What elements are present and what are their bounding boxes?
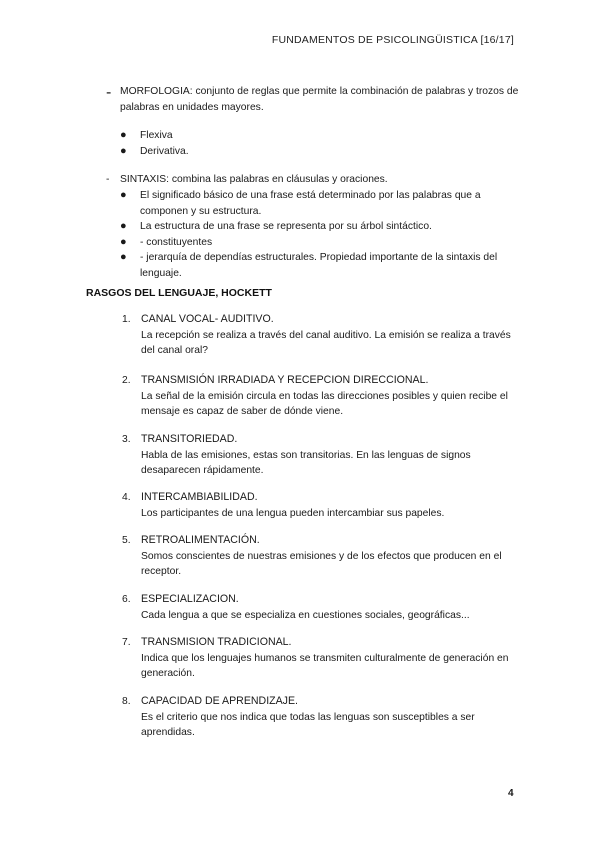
rasgo-item: [122, 592, 522, 623]
rasgo-title: INTERCAMBIABILIDAD.: [141, 491, 258, 503]
morfologia-bullets: [120, 128, 520, 159]
page-header: FUNDAMENTOS DE PSICOLINGÜISTICA [16/17]: [271, 34, 514, 46]
list-item: ● Derivativa.: [120, 144, 520, 160]
item-number: 7.: [122, 637, 131, 648]
item-number: 6.: [122, 594, 131, 605]
rasgo-item: [122, 312, 522, 359]
rasgo-title: TRANSMISIÓN IRRADIADA Y RECEPCION DIRECCIONAL.: [141, 374, 429, 386]
rasgo-item: [122, 694, 522, 741]
item-number: 8.: [122, 696, 131, 707]
rasgo-item: [122, 635, 522, 682]
dash-marker: -: [106, 174, 110, 185]
rasgo-item: [122, 432, 522, 479]
bullet-icon: ●: [120, 220, 127, 232]
bullet-icon: ●: [120, 144, 127, 157]
sintaxis-bullets: [120, 188, 512, 281]
sintaxis-text: SINTAXIS: combina las palabras en cláusulas y oraciones.: [120, 174, 388, 185]
bullet-icon: ●: [120, 235, 127, 248]
rasgo-title: CAPACIDAD DE APRENDIZAJE.: [141, 695, 298, 707]
rasgo-description: Los participantes de una lengua pueden intercambiar sus papeles.: [141, 507, 445, 519]
morfologia-item: [106, 84, 526, 115]
rasgo-description: Cada lengua a que se especializa en cuestiones sociales, geográficas...: [141, 609, 470, 621]
bullet-icon: ●: [120, 251, 127, 263]
rasgo-title: CANAL VOCAL- AUDITIVO.: [141, 313, 274, 325]
rasgo-title: ESPECIALIZACION.: [141, 593, 239, 605]
list-item: ● - constituyentes: [120, 235, 512, 251]
rasgo-item: [122, 490, 522, 521]
rasgo-title: RETROALIMENTACIÓN.: [141, 534, 260, 546]
rasgo-description: Es el criterio que nos indica que todas las lenguas son susceptibles a ser aprendidas.: [141, 711, 475, 738]
page-number: 4: [508, 788, 514, 799]
section-title: RASGOS DEL LENGUAJE, HOCKETT: [86, 287, 272, 299]
list-item: ● Flexiva: [120, 128, 520, 144]
rasgo-title: TRANSITORIEDAD.: [141, 433, 238, 445]
rasgo-description: Habla de las emisiones, estas son transitorias. En las lenguas de signos desaparecen rápidamente.: [141, 449, 471, 476]
item-number: 2.: [122, 375, 131, 386]
rasgo-description: La señal de la emisión circula en todas las direcciones posibles y quien recibe el mensaje es capaz de saber de dónde viene.: [141, 390, 508, 417]
list-item: ● - jerarquía de dependías estructurales. Propiedad importante de la sintaxis del lenguaje.: [120, 251, 498, 279]
list-item: ● La estructura de una frase se representa por su árbol sintáctico.: [120, 219, 512, 235]
rasgo-description: Indica que los lenguajes humanos se transmiten culturalmente de generación en generación.: [141, 652, 509, 679]
rasgo-description: Somos conscientes de nuestras emisiones y de los efectos que producen en el receptor.: [141, 550, 502, 577]
bullet-icon: ●: [120, 189, 127, 201]
item-number: 3.: [122, 434, 131, 445]
list-item: ● El significado básico de una frase está determinado por las palabras que a componen y su estructura.: [120, 189, 481, 217]
item-number: 1.: [122, 314, 131, 325]
bullet-icon: ●: [120, 129, 127, 141]
item-number: 5.: [122, 535, 131, 546]
rasgo-title: TRANSMISION TRADICIONAL.: [141, 636, 292, 648]
dash-marker: -: [106, 84, 112, 101]
rasgo-item: [122, 373, 522, 420]
morfologia-text: MORFOLOGIA: conjunto de reglas que permite la combinación de palabras y trozos de palabras en unidades mayores.: [120, 86, 519, 113]
rasgo-item: [122, 533, 522, 580]
item-number: 4.: [122, 492, 131, 503]
sintaxis-item: [106, 172, 526, 188]
rasgo-description: La recepción se realiza a través del canal auditivo. La emisión se realiza a través del canal oral?: [141, 329, 511, 356]
